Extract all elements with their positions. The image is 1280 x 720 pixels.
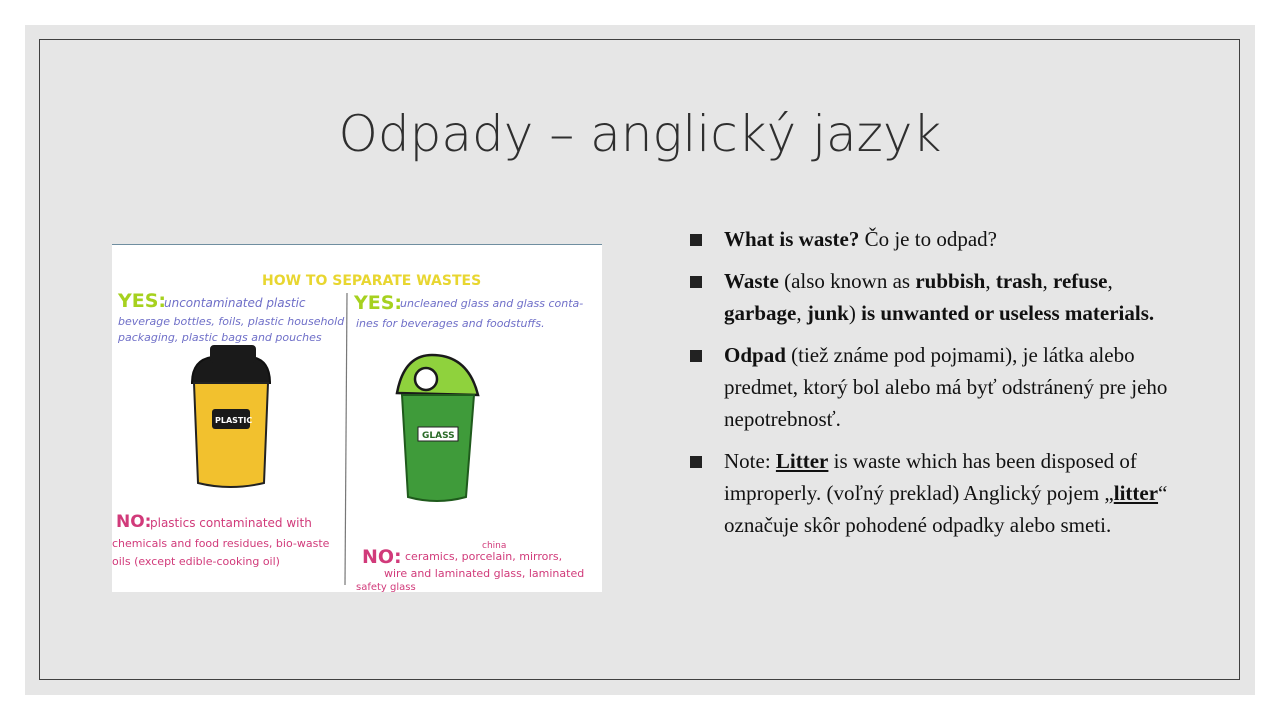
bullet-square-icon (690, 234, 702, 246)
left-no-line-1: plastics contaminated with (150, 516, 312, 530)
plastic-bin-icon (192, 345, 270, 487)
right-no-line-2: wire and laminated glass, laminated (384, 567, 585, 580)
bullet-list (688, 223, 1168, 551)
illustration-heading: HOW TO SEPARATE WASTES (262, 273, 482, 289)
left-no-line-3: oils (except edible-cooking oil) (112, 555, 280, 568)
glass-bin-label: GLASS (422, 431, 455, 441)
right-no-line-1: ceramics, porcelain, mirrors, (405, 550, 563, 563)
waste-separation-illustration (112, 244, 602, 592)
right-yes-line-2: ines for beverages and foodstuffs. (356, 317, 545, 330)
bullet-square-icon (690, 350, 702, 362)
right-no-china: china (482, 541, 507, 551)
bullet-item: Waste (also known as rubbish, trash, refuse, garbage, junk) is unwanted or useless materials. (688, 265, 1168, 329)
left-yes-line-2: beverage bottles, foils, plastic household (118, 315, 345, 328)
slide-canvas (25, 25, 1255, 695)
left-yes-line-3: packaging, plastic bags and pouches (118, 331, 322, 344)
bullet-item: Note: Litter is waste which has been disposed of improperly. (voľný preklad) Anglický pojem „litter“ označuje skôr pohodené odpadky alebo smeti. (688, 445, 1168, 541)
right-yes-line-1: uncleaned glass and glass conta- (400, 297, 584, 310)
bullet-square-icon (690, 456, 702, 468)
right-yes-label: YES: (354, 292, 403, 314)
left-yes-line-1: uncontaminated plastic (164, 296, 306, 310)
plastic-bin-label: PLASTIC (215, 416, 253, 425)
left-no-label: NO: (116, 512, 152, 532)
illustration-divider (345, 293, 347, 585)
bullet-item: Odpad (tiež známe pod pojmami), je látka alebo predmet, ktorý bol alebo má byť odstránený pre jeho nepotrebnosť. (688, 339, 1168, 435)
left-no-line-2: chemicals and food residues, bio-waste (112, 537, 330, 550)
right-no-label: NO: (362, 546, 402, 568)
bullet-square-icon (690, 276, 702, 288)
bullet-item: What is waste? Čo je to odpad? (688, 223, 1168, 255)
left-yes-label: YES: (118, 290, 167, 312)
right-no-line-3: safety glass (356, 582, 416, 592)
glass-bin-icon (397, 355, 478, 501)
slide-title: Odpady – anglický jazyk (338, 105, 942, 163)
